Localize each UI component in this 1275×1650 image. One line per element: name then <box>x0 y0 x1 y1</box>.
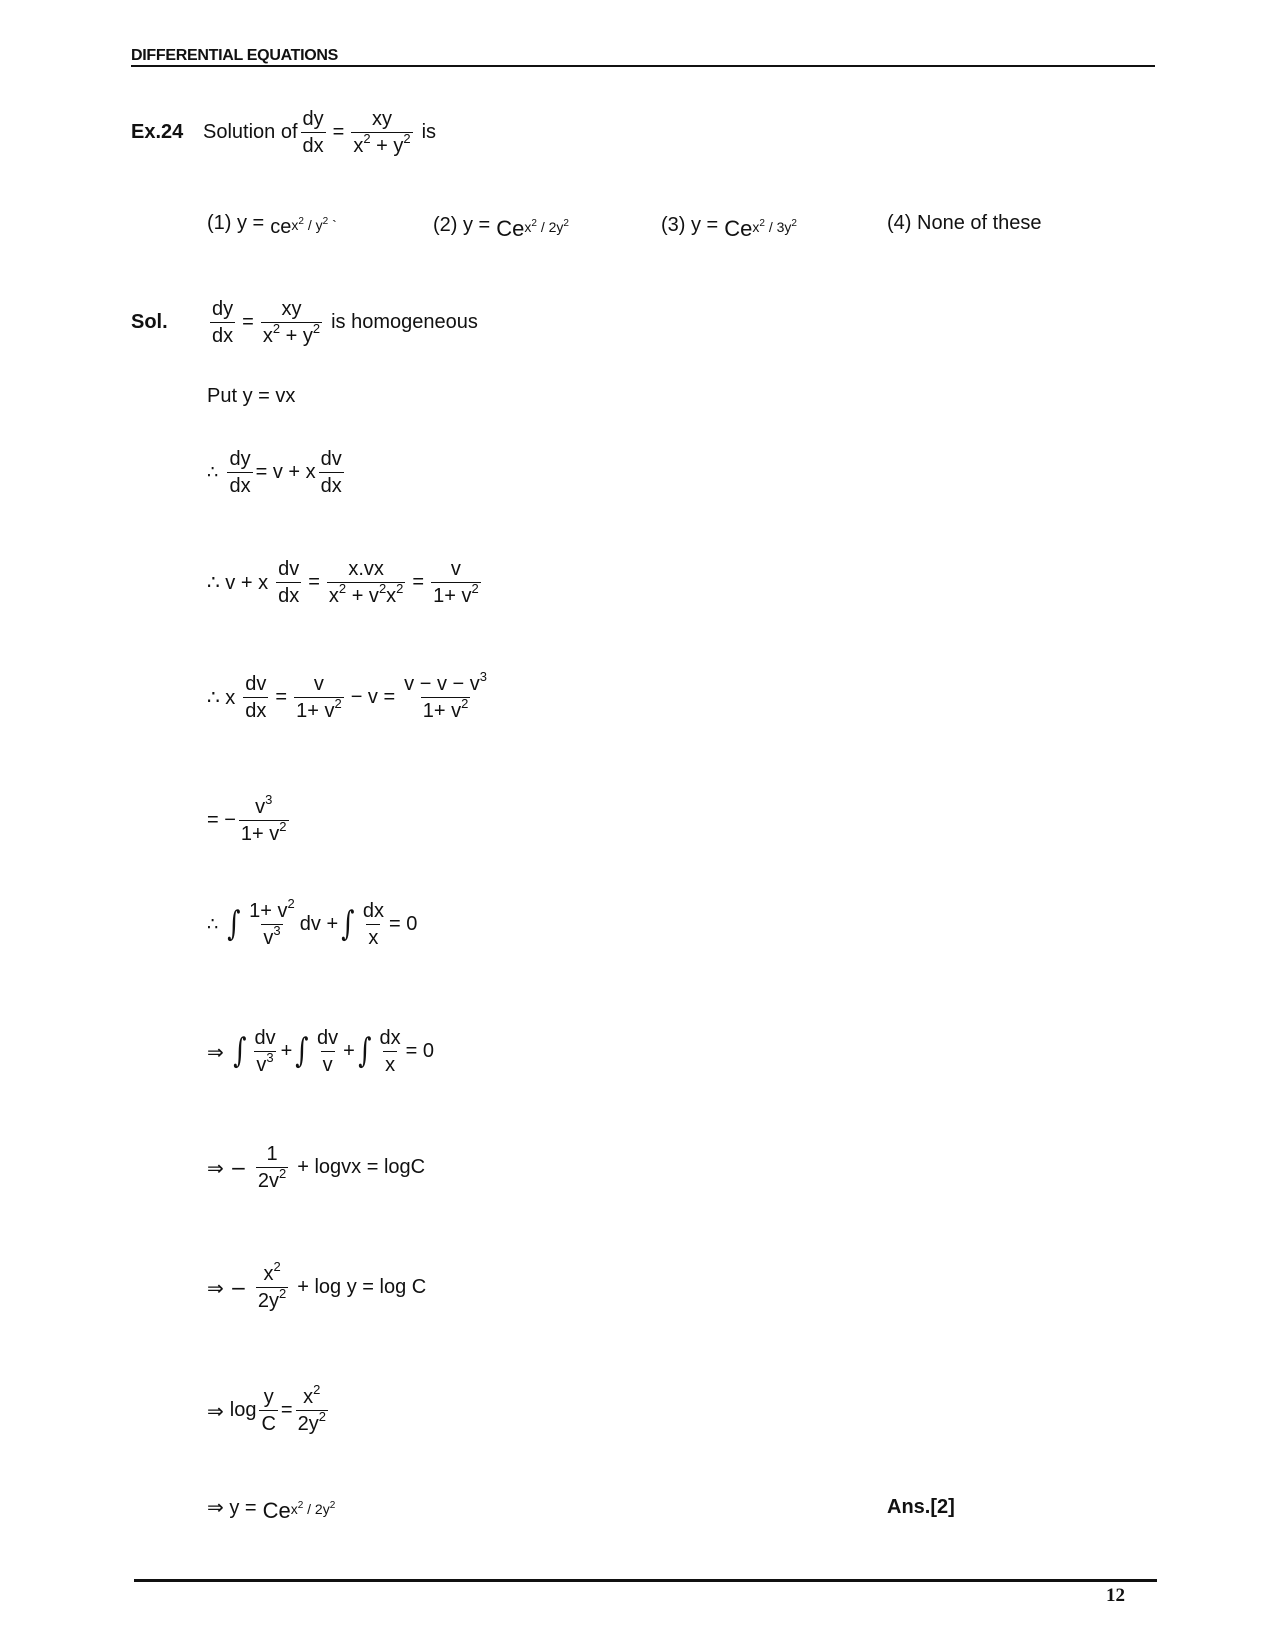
solution-label: Sol. <box>131 311 168 333</box>
question-rhs-fraction: $\frac{xy}{x^2 + y^2}$ <box>353 108 411 157</box>
integral-sign: ∫ <box>341 903 355 944</box>
question-lhs-fraction: $\frac{dy}{dx}$ <box>302 108 324 157</box>
solution-step-4: ∴ v + x $\frac{dv}{dx}$ = $\frac{x.vx}{x^2 + v^2x^2}$ = $\frac{v}{1+ v^2}$ <box>207 558 479 607</box>
solution-step-2: Put y = vx <box>207 385 296 407</box>
integral-sign: ∫ <box>232 1030 247 1071</box>
integral-sign: ∫ <box>227 903 241 944</box>
question-label: Ex.24 <box>131 121 184 143</box>
option-1[interactable]: (1) y = ce $x^2 / y^2$ ` <box>207 212 337 238</box>
solution-step-6: = − $\frac{v^3}{1+ v^2}$ <box>207 792 287 845</box>
solution-step-3: ∴ $\frac{dy}{dx}$ = v + x $\frac{dv}{dx}$ <box>207 448 342 497</box>
solution-step-1: Sol. $\frac{dy}{dx}$ = $\frac{xy}{x^2 + y^2}$ is homogeneous <box>131 298 478 347</box>
solution-step-12: ⇒ y = Ce $x^2 / 2y^2$ <box>207 1496 336 1523</box>
integral-sign: ∫ <box>295 1030 309 1071</box>
page-number: 12 <box>1106 1585 1125 1606</box>
question-line: Ex.24 Solution of $\frac{dy}{dx}$ = $\frac{xy}{x^2 + y^2}$ is <box>131 108 437 157</box>
question-prefix: Solution of <box>203 121 298 143</box>
solution-step-9: ⇒ − $\frac{1}{2v^2}$ + logvx = logC <box>207 1143 426 1192</box>
question-suffix: is <box>421 121 437 143</box>
solution-step-11: ⇒ log $\frac{y}{C}$ = $\frac{x^2}{2y^2}$ <box>207 1382 326 1435</box>
page-header-title: DIFFERENTIAL EQUATIONS <box>131 47 339 64</box>
solution-step-5: ∴ x $\frac{dv}{dx}$ = $\frac{v}{1+ v^2}$ − v = $\frac{v - v - v^3}{1+ v^2}$ <box>207 669 487 722</box>
solution-step-8: ⇒ ∫ $\frac{dv}{v^3}$ + ∫ $\frac{dv}{v}$ + ∫ $\frac{dx}{x}$ = 0 <box>207 1027 435 1076</box>
header-rule <box>131 65 1155 67</box>
solution-step-7: ∴ ∫ $\frac{1+ v^2}{v^3}$ dv + ∫ $\frac{dx}{x}$ = 0 <box>207 896 418 949</box>
footer-rule <box>134 1579 1157 1582</box>
option-3[interactable]: (3) y = Ce $x^2 / 3y^2$ <box>661 213 797 241</box>
answer-label: Ans.[2] <box>887 1496 955 1518</box>
option-2[interactable]: (2) y = Ce $x^2 / 2y^2$ <box>433 213 569 241</box>
option-4[interactable]: (4) None of these <box>887 212 1042 234</box>
solution-step-10: ⇒ − $\frac{x^2}{2y^2}$ + log y = log C <box>207 1259 427 1312</box>
integral-sign: ∫ <box>358 1030 372 1071</box>
